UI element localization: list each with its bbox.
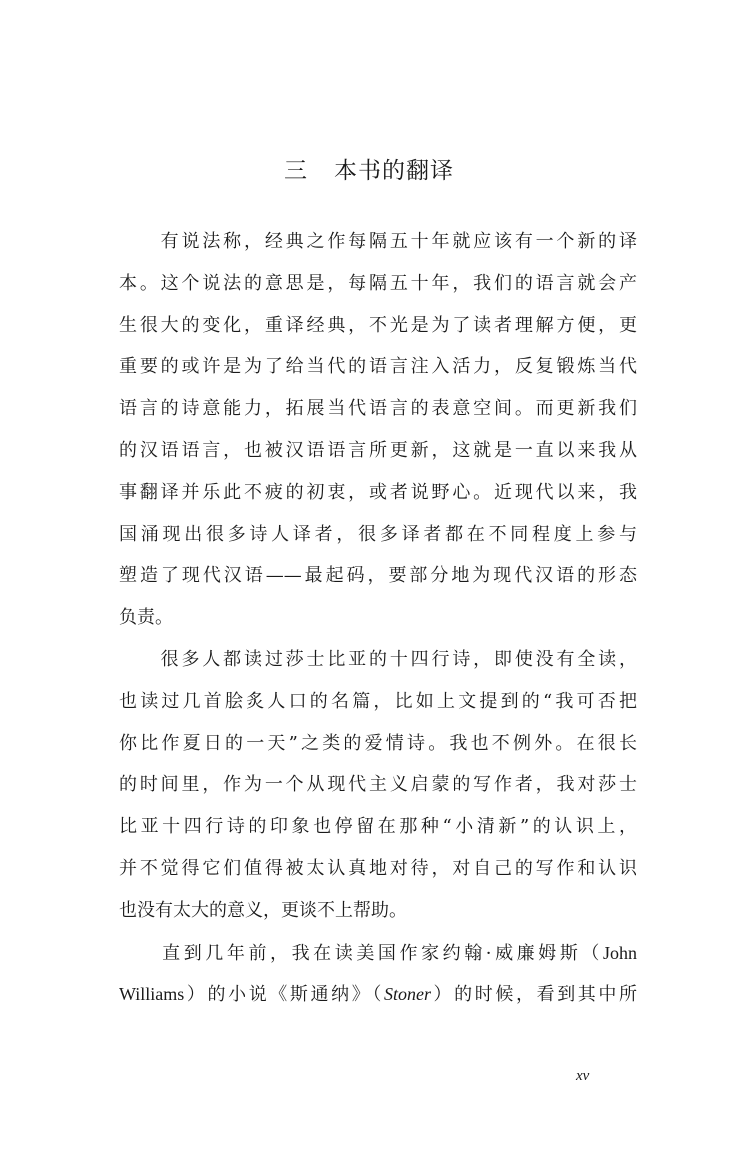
author-name-john: John — [602, 942, 637, 963]
paragraph-1-line: 事翻译并乐此不疲的初衷，或者说野心。近现代以来，我 — [119, 481, 637, 503]
section-number: 三 — [284, 158, 308, 184]
author-name-williams: Williams — [119, 984, 185, 1005]
paragraph-2-line: 也没有太大的意义，更谈不上帮助。 — [119, 899, 407, 921]
page-number: xv — [576, 1068, 590, 1084]
paragraph-1-line: 塑造了现代汉语——最起码，要部分地为现代汉语的形态 — [119, 565, 637, 587]
paragraph-3-line — [119, 936, 637, 978]
body-text — [119, 225, 637, 1019]
paragraph-1-line: 有说法称，经典之作每隔五十年就应该有一个新的译 — [119, 231, 637, 252]
paragraph-1-line: 本。这个说法的意思是，每隔五十年，我们的语言就会产 — [119, 272, 637, 294]
paragraph-3-line-1-text: 直到几年前，我在读美国作家约翰·威廉姆斯（ — [119, 942, 603, 964]
paragraph-1-line: 国涌现出很多诗人译者，很多译者都在不同程度上参与 — [119, 523, 637, 545]
paragraph-1-line: 负责。 — [119, 607, 173, 629]
section-heading: 本书的翻译 — [334, 158, 454, 184]
book-title-stoner: Stoner — [383, 984, 431, 1005]
paragraph-1-line: 生很大的变化，重译经典，不光是为了读者理解方便，更 — [119, 314, 637, 336]
paragraph-1-line: 重要的或许是为了给当代的语言注入活力，反复锻炼当代 — [119, 356, 637, 378]
paragraph-3-line-2-mid: ）的小说《斯通纳》（ — [184, 984, 384, 1006]
paragraph-3-line — [119, 977, 637, 1019]
paragraph-2-line: 也读过几首脍炙人口的名篇，比如上文提到的“我可否把 — [119, 690, 637, 712]
paragraph-1-line: 的汉语语言，也被汉语语言所更新，这就是一直以来我从 — [119, 439, 637, 461]
paragraph-1-line: 语言的诗意能力，拓展当代语言的表意空间。而更新我们 — [119, 398, 637, 420]
paragraph-2-line: 很多人都读过莎士比亚的十四行诗，即使没有全读， — [119, 648, 637, 670]
paragraph-2-line: 你比作夏日的一天”之类的爱情诗。我也不例外。在很长 — [119, 732, 637, 754]
paragraph-2-line: 比亚十四行诗的印象也停留在那种“小清新”的认识上， — [119, 816, 637, 838]
paragraph-2-line: 的时间里，作为一个从现代主义启蒙的写作者，我对莎士 — [119, 774, 637, 796]
paragraph-3-line-2-end: ）的时候，看到其中所 — [430, 984, 638, 1006]
section-title — [0, 152, 738, 185]
paragraph-2-line: 并不觉得它们值得被太认真地对待，对自己的写作和认识 — [119, 857, 637, 879]
